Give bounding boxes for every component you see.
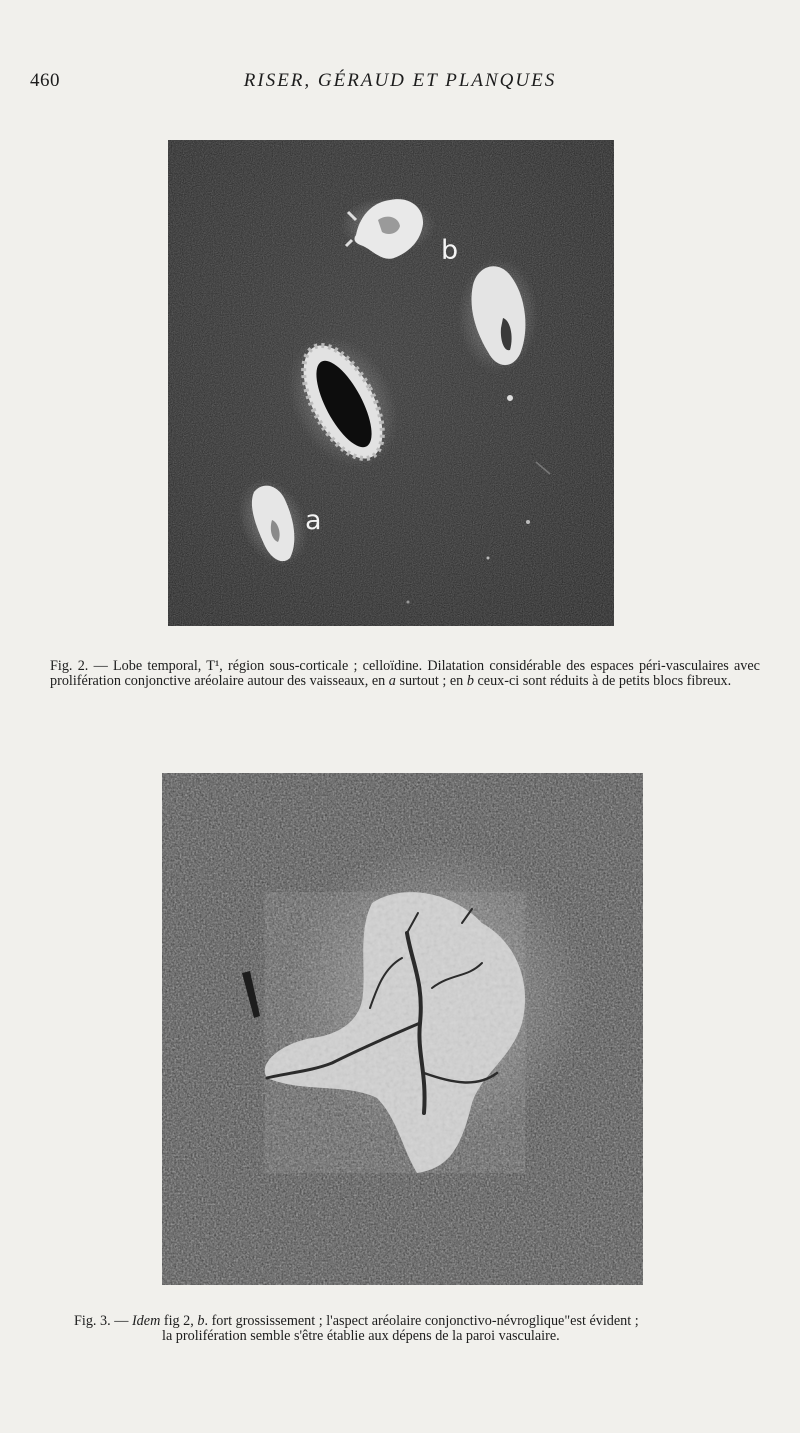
fig-2-label: Fig. 2. <box>50 658 89 674</box>
figure-3-micrograph <box>162 773 643 1285</box>
figure-2-micrograph <box>168 140 614 626</box>
fig-3-em-idem: Idem <box>131 1313 161 1329</box>
fig-2-em-a: a <box>388 673 396 689</box>
label-b: b <box>441 235 459 266</box>
running-head: RISER, GÉRAUD ET PLANQUES <box>243 70 557 91</box>
figure-3-caption <box>74 1314 742 1344</box>
fig-3-dash: — <box>110 1313 132 1329</box>
fig-3-line-2: la prolifération semble s'être établie aux dépens de la paroi vasculaire. <box>162 1328 560 1344</box>
fig-3-label: Fig. 3. <box>74 1313 111 1329</box>
label-a: a <box>305 505 322 536</box>
fig-3-em-b: b <box>197 1313 205 1329</box>
fig-2-text: — Lobe temporal, T¹, région sous-corticale ; celloïdine. Dilatation considérable des espaces péri-vasculaires avec prolifération conjonctive aréolaire autour des vaisseaux, en <box>50 658 760 689</box>
page-number: 460 <box>30 70 60 91</box>
fig-2-text-3: ceux-ci sont réduits à de petits blocs fibreux. <box>473 673 732 689</box>
fig-3-text-2: . fort grossissement ; l'aspect aréolaire conjonctivo-névroglique"est évident ; <box>204 1313 639 1329</box>
fig-3-text-1: fig 2, <box>160 1313 198 1329</box>
lesion-b-right <box>458 257 538 373</box>
figure-2-caption <box>50 659 760 689</box>
fig-2-text-2: surtout ; en <box>395 673 467 689</box>
fig-2-em-b: b <box>466 673 474 689</box>
